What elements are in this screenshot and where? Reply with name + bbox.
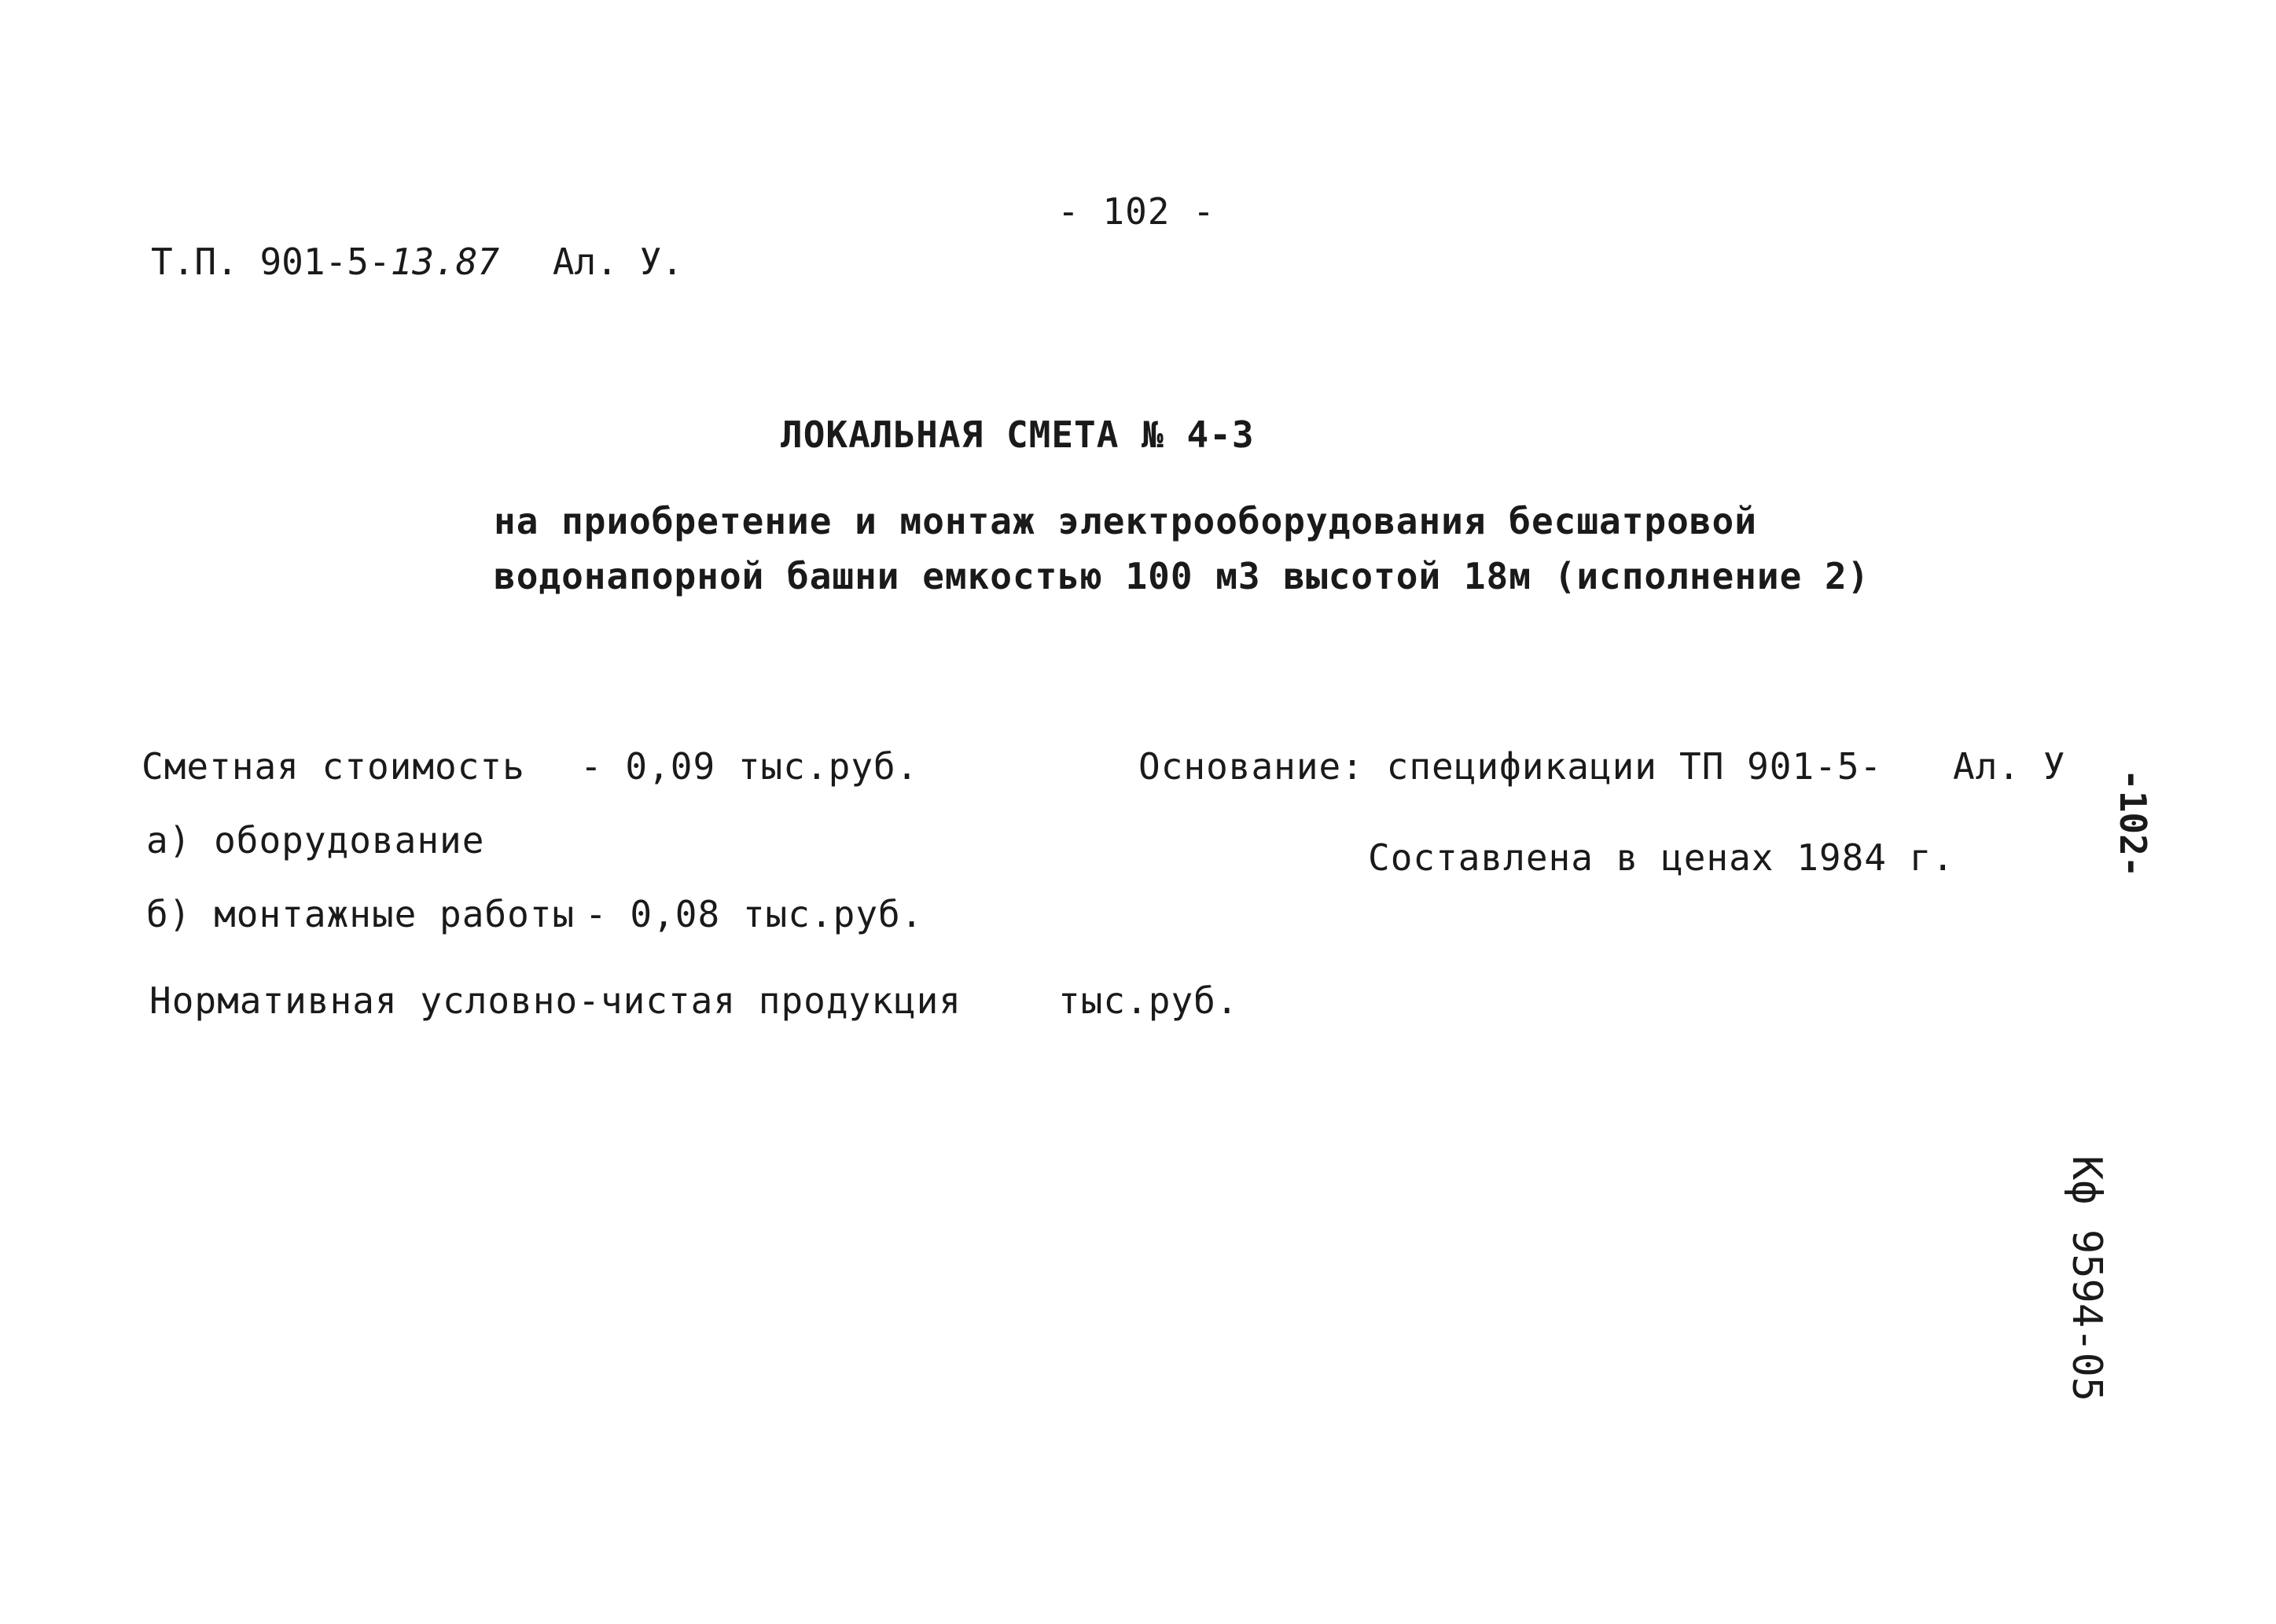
album-label: Ал. У. (552, 241, 683, 283)
project-code-line (151, 241, 683, 283)
estimate-subtitle-line1: на приобретение и монтаж электрооборудования бесшатровой (494, 500, 1757, 542)
installation-value: - 0,08 тыс.руб. (585, 893, 924, 935)
equipment-label: а) оборудование (146, 819, 485, 862)
normative-value: тыс.руб. (1058, 979, 1239, 1022)
total-cost-value: - 0,09 тыс.руб. (580, 745, 919, 788)
margin-page-mark: -102- (2112, 769, 2154, 878)
basis-label: Основание: спецификации (1138, 745, 1657, 788)
project-code: Т.П. 901-5- (151, 241, 391, 283)
project-code-handwritten: 13.87 (390, 241, 500, 283)
margin-stamp: Кф 9594-05 (2063, 1156, 2110, 1402)
normative-label: Нормативная условно-чистая продукция (149, 979, 962, 1022)
prices-year: Составлена в ценах 1984 г. (1368, 836, 1955, 879)
estimate-heading: ЛОКАЛЬНАЯ СМЕТА № 4-3 (781, 413, 1255, 456)
page-number: - 102 - (1057, 190, 1215, 233)
installation-label: б) монтажные работы (146, 893, 575, 935)
basis-reference: ТП 901-5- (1679, 745, 1883, 788)
total-cost-label: Сметная стоимость (142, 745, 525, 788)
estimate-subtitle-line2: водонапорной башни емкостью 100 м3 высотой 18м (исполнение 2) (494, 555, 1870, 597)
basis-album: Ал. У (1953, 745, 2066, 788)
